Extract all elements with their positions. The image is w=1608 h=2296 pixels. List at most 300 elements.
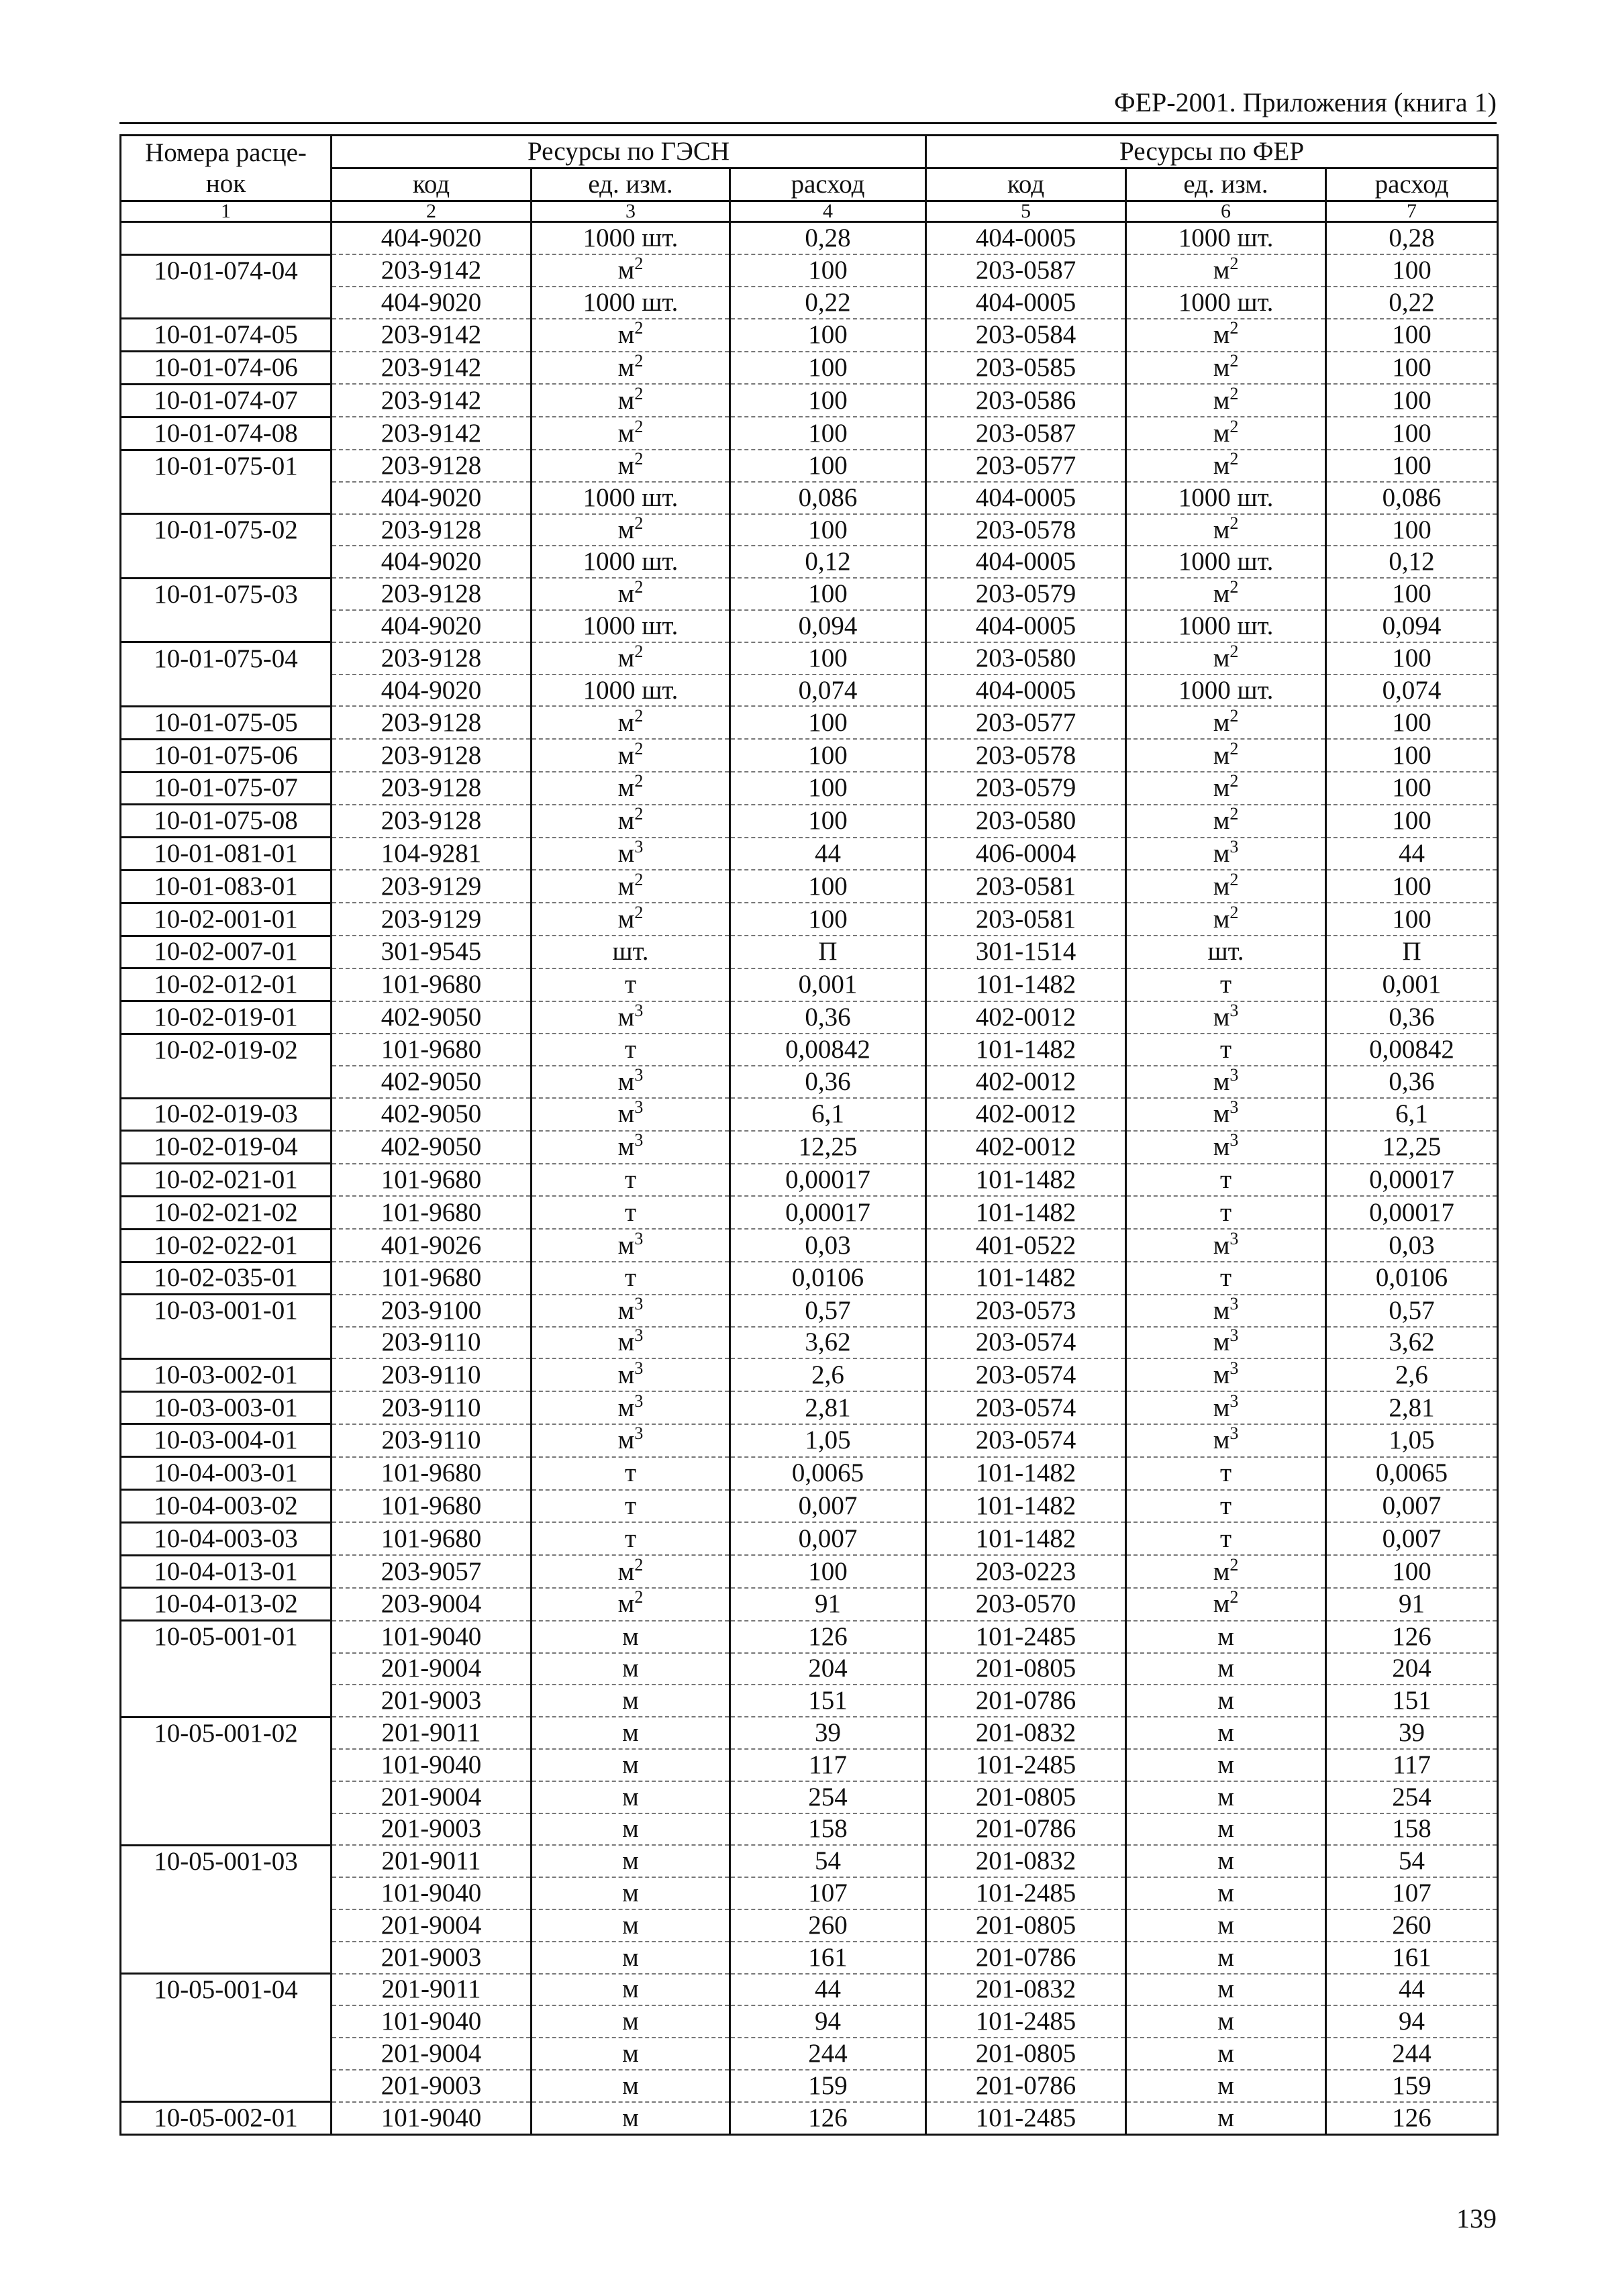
fer-rate-cell: 0,007 (1326, 1490, 1498, 1523)
gesn-unit-cell: т (532, 968, 730, 1001)
fer-rate-cell: 0,00017 (1326, 1164, 1498, 1197)
gesn-rate-cell: 0,12 (730, 546, 926, 578)
fer-rate-cell: П (1326, 936, 1498, 968)
fer-code-cell: 201-0832 (926, 1974, 1126, 2006)
fer-rate-cell: 100 (1326, 514, 1498, 546)
rate-code-cell: 10-02-019-04 (121, 1131, 332, 1164)
rate-code-cell: 10-04-013-01 (121, 1555, 332, 1588)
fer-unit-cell: м (1126, 1942, 1326, 1974)
unit-base: м (617, 1426, 635, 1455)
fer-rate-cell: 204 (1326, 1653, 1498, 1685)
rate-code-cell (121, 1066, 332, 1098)
fer-unit-cell: 1000 шт. (1126, 546, 1326, 578)
unit-exponent: 3 (1229, 1098, 1239, 1117)
rate-code-cell: 10-02-019-01 (121, 1001, 332, 1034)
unit-exponent: 3 (634, 1391, 644, 1411)
gesn-code-cell: 203-9110 (332, 1327, 532, 1359)
table-row (121, 1196, 1498, 1229)
table-row (121, 1131, 1498, 1164)
gesn-rate-cell: 100 (730, 706, 926, 739)
fer-unit-cell (1126, 838, 1326, 870)
table-row (121, 450, 1498, 482)
gesn-code-cell: 203-9100 (332, 1295, 532, 1327)
fer-unit-cell: т (1126, 1262, 1326, 1295)
table-row (121, 1457, 1498, 1490)
gesn-rate-cell: 159 (730, 2070, 926, 2102)
fer-code-cell: 201-0786 (926, 1942, 1126, 1974)
fer-unit-cell (1126, 1229, 1326, 1262)
unit-base: м (617, 1099, 635, 1129)
gesn-unit-cell: 1000 шт. (532, 610, 730, 642)
fer-code-cell: 203-0223 (926, 1555, 1126, 1588)
fer-unit-cell (1126, 1327, 1326, 1359)
table-row (121, 2038, 1498, 2070)
fer-unit-cell: м (1126, 1909, 1326, 1942)
fer-unit-cell: 1000 шт. (1126, 675, 1326, 707)
subheader-gesn-unit: ед. изм. (532, 168, 730, 201)
fer-rate-cell: 0,094 (1326, 610, 1498, 642)
rate-code-cell: 10-01-075-01 (121, 450, 332, 482)
unit-base: м (1213, 904, 1230, 934)
fer-unit-cell (1126, 1358, 1326, 1391)
unit-base: м (1213, 707, 1230, 737)
fer-rate-cell: 100 (1326, 384, 1498, 417)
unit-exponent: 2 (634, 254, 644, 274)
gesn-rate-cell: 100 (730, 384, 926, 417)
gesn-rate-cell: 2,6 (730, 1358, 926, 1391)
fer-rate-cell: 3,62 (1326, 1327, 1498, 1359)
gesn-unit-cell: м (532, 2005, 730, 2038)
fer-rate-cell: 91 (1326, 1588, 1498, 1621)
rate-code-cell: 10-01-075-08 (121, 805, 332, 838)
table-row (121, 1621, 1498, 1653)
rate-code-cell (121, 482, 332, 514)
unit-exponent: 3 (1229, 837, 1239, 857)
rate-code-cell (121, 1813, 332, 1846)
gesn-rate-cell: 117 (730, 1749, 926, 1781)
gesn-code-cell: 101-9040 (332, 2005, 532, 2038)
rate-code-cell: 10-05-002-01 (121, 2102, 332, 2135)
rate-code-cell: 10-05-001-04 (121, 1974, 332, 2006)
table-body (121, 222, 1498, 2135)
fer-code-cell: 101-2485 (926, 1749, 1126, 1781)
gesn-code-cell: 203-9129 (332, 903, 532, 936)
gesn-code-cell: 404-9020 (332, 287, 532, 319)
gesn-code-cell: 201-9011 (332, 1974, 532, 2006)
gesn-code-cell: 203-9142 (332, 319, 532, 352)
unit-exponent: 3 (1229, 1066, 1239, 1085)
col-header-code: Номера расце-нок (121, 136, 332, 201)
gesn-unit-cell (532, 1295, 730, 1327)
table-row (121, 546, 1498, 578)
gesn-rate-cell: 2,81 (730, 1391, 926, 1424)
unit-base: м (617, 385, 635, 415)
gesn-rate-cell: 12,25 (730, 1131, 926, 1164)
fer-rate-cell: 126 (1326, 2102, 1498, 2135)
fer-unit-cell (1126, 254, 1326, 287)
gesn-rate-cell: 0,007 (730, 1522, 926, 1555)
table-row (121, 352, 1498, 385)
fer-rate-cell: 0,12 (1326, 546, 1498, 578)
fer-rate-cell: 2,6 (1326, 1358, 1498, 1391)
gesn-code-cell: 101-9680 (332, 1457, 532, 1490)
gesn-rate-cell: 100 (730, 870, 926, 903)
unit-exponent: 2 (634, 578, 644, 597)
gesn-code-cell: 402-9050 (332, 1098, 532, 1131)
table-row (121, 1098, 1498, 1131)
table-row (121, 1555, 1498, 1588)
rate-code-cell: 10-01-081-01 (121, 838, 332, 870)
fer-unit-cell (1126, 706, 1326, 739)
fer-rate-cell: 100 (1326, 417, 1498, 450)
fer-rate-cell: 39 (1326, 1717, 1498, 1749)
rate-code-cell: 10-02-021-02 (121, 1196, 332, 1229)
gesn-code-cell: 101-9680 (332, 1522, 532, 1555)
gesn-rate-cell: 0,03 (730, 1229, 926, 1262)
gesn-unit-cell (532, 1358, 730, 1391)
fer-code-cell: 203-0577 (926, 706, 1126, 739)
fer-code-cell: 203-0585 (926, 352, 1126, 385)
fer-rate-cell: 1,05 (1326, 1424, 1498, 1457)
table-row (121, 1717, 1498, 1749)
table-row (121, 610, 1498, 642)
fer-rate-cell: 0,001 (1326, 968, 1498, 1001)
gesn-code-cell: 404-9020 (332, 546, 532, 578)
unit-base: м (1213, 1393, 1230, 1422)
gesn-rate-cell: 100 (730, 514, 926, 546)
fer-code-cell: 402-0012 (926, 1098, 1126, 1131)
fer-code-cell: 201-0786 (926, 1813, 1126, 1846)
fer-unit-cell: 1000 шт. (1126, 222, 1326, 255)
fer-rate-cell: 100 (1326, 805, 1498, 838)
unit-exponent: 2 (634, 804, 644, 824)
fer-code-cell: 201-0805 (926, 1909, 1126, 1942)
fer-rate-cell: 100 (1326, 578, 1498, 610)
unit-base: м (617, 1067, 635, 1097)
gesn-unit-cell (532, 870, 730, 903)
gesn-unit-cell (532, 578, 730, 610)
rate-code-cell (121, 675, 332, 707)
gesn-unit-cell (532, 1098, 730, 1131)
rate-code-cell: 10-02-021-01 (121, 1164, 332, 1197)
rate-code-cell: 10-05-001-02 (121, 1717, 332, 1749)
gesn-code-cell: 101-9680 (332, 1164, 532, 1197)
gesn-unit-cell (532, 514, 730, 546)
fer-code-cell: 101-2485 (926, 1877, 1126, 1909)
gesn-rate-cell: 126 (730, 2102, 926, 2135)
gesn-rate-cell: 100 (730, 352, 926, 385)
unit-base: м (1213, 1099, 1230, 1129)
fer-code-cell: 301-1514 (926, 936, 1126, 968)
fer-rate-cell: 0,22 (1326, 287, 1498, 319)
gesn-code-cell: 203-9129 (332, 870, 532, 903)
fer-unit-cell (1126, 514, 1326, 546)
unit-base: м (1213, 773, 1230, 803)
rate-code-cell: 10-01-075-03 (121, 578, 332, 610)
fer-code-cell: 401-0522 (926, 1229, 1126, 1262)
gesn-unit-cell (532, 450, 730, 482)
subheader-fer-code: код (926, 168, 1126, 201)
gesn-rate-cell: 100 (730, 1555, 926, 1588)
unit-base: м (1213, 839, 1230, 868)
table-row (121, 968, 1498, 1001)
gesn-rate-cell: 100 (730, 642, 926, 675)
fer-rate-cell: 158 (1326, 1813, 1498, 1846)
fer-rate-cell: 244 (1326, 2038, 1498, 2070)
gesn-rate-cell: 0,57 (730, 1295, 926, 1327)
gesn-unit-cell (532, 1555, 730, 1588)
fer-rate-cell: 100 (1326, 352, 1498, 385)
gesn-unit-cell (532, 1424, 730, 1457)
gesn-code-cell: 101-9680 (332, 1262, 532, 1295)
fer-rate-cell: 100 (1326, 706, 1498, 739)
fer-code-cell: 404-0005 (926, 610, 1126, 642)
fer-unit-cell (1126, 578, 1326, 610)
fer-code-cell: 203-0570 (926, 1588, 1126, 1621)
unit-exponent: 2 (634, 450, 644, 468)
subheader-fer-unit: ед. изм. (1126, 168, 1326, 201)
unit-exponent: 3 (1229, 1001, 1239, 1021)
gesn-code-cell: 203-9128 (332, 772, 532, 805)
rate-code-cell: 10-03-002-01 (121, 1358, 332, 1391)
gesn-code-cell: 101-9040 (332, 2102, 532, 2135)
gesn-code-cell: 203-9142 (332, 384, 532, 417)
rate-code-cell: 10-03-003-01 (121, 1391, 332, 1424)
gesn-rate-cell: 0,001 (730, 968, 926, 1001)
gesn-unit-cell (532, 1131, 730, 1164)
unit-base: м (617, 579, 635, 609)
rate-code-cell: 10-02-012-01 (121, 968, 332, 1001)
rate-code-cell: 10-03-001-01 (121, 1295, 332, 1327)
gesn-unit-cell: 1000 шт. (532, 546, 730, 578)
fer-unit-cell (1126, 1295, 1326, 1327)
table-row (121, 903, 1498, 936)
table-row (121, 1588, 1498, 1621)
fer-unit-cell: м (1126, 1685, 1326, 1717)
fer-unit-cell: 1000 шт. (1126, 287, 1326, 319)
gesn-code-cell: 203-9110 (332, 1391, 532, 1424)
unit-exponent: 2 (1229, 870, 1239, 889)
gesn-code-cell: 201-9004 (332, 1909, 532, 1942)
unit-base: м (617, 707, 635, 737)
gesn-code-cell: 203-9128 (332, 578, 532, 610)
gesn-code-cell: 401-9026 (332, 1229, 532, 1262)
unit-base: м (1213, 1426, 1230, 1455)
rate-code-cell (121, 287, 332, 319)
gesn-rate-cell: 100 (730, 739, 926, 772)
fer-unit-cell: т (1126, 968, 1326, 1001)
fer-rate-cell: 44 (1326, 1974, 1498, 2006)
gesn-code-cell: 301-9545 (332, 936, 532, 968)
table-row (121, 642, 1498, 675)
gesn-code-cell: 404-9020 (332, 675, 532, 707)
gesn-unit-cell: м (532, 1845, 730, 1877)
unit-exponent: 2 (634, 513, 644, 533)
rate-code-cell: 10-02-019-02 (121, 1034, 332, 1066)
table-row (121, 1909, 1498, 1942)
gesn-code-cell: 201-9003 (332, 2070, 532, 2102)
fer-unit-cell: м (1126, 1781, 1326, 1813)
fer-code-cell: 203-0579 (926, 772, 1126, 805)
fer-unit-cell: шт. (1126, 936, 1326, 968)
rate-code-cell: 10-02-001-01 (121, 903, 332, 936)
gesn-rate-cell: 44 (730, 838, 926, 870)
col-number: 1 (121, 201, 332, 222)
unit-exponent: 2 (1229, 318, 1239, 338)
rate-code-cell: 10-04-013-02 (121, 1588, 332, 1621)
gesn-unit-cell: т (532, 1457, 730, 1490)
gesn-rate-cell: 0,0065 (730, 1457, 926, 1490)
table-row (121, 1066, 1498, 1098)
table-row (121, 2102, 1498, 2135)
unit-base: м (617, 740, 635, 770)
fer-unit-cell: 1000 шт. (1126, 610, 1326, 642)
gesn-rate-cell: 54 (730, 1845, 926, 1877)
gesn-code-cell: 201-9004 (332, 2038, 532, 2070)
fer-unit-cell (1126, 384, 1326, 417)
gesn-code-cell: 201-9011 (332, 1717, 532, 1749)
unit-exponent: 2 (634, 903, 644, 922)
unit-exponent: 2 (634, 772, 644, 791)
group-header-gesn: Ресурсы по ГЭСН (332, 136, 926, 168)
unit-exponent: 3 (634, 1294, 644, 1313)
fer-rate-cell: 0,0106 (1326, 1262, 1498, 1295)
fer-unit-cell: м (1126, 1653, 1326, 1685)
gesn-rate-cell: П (730, 936, 926, 968)
gesn-unit-cell: 1000 шт. (532, 675, 730, 707)
gesn-code-cell: 203-9128 (332, 706, 532, 739)
gesn-rate-cell: 1,05 (730, 1424, 926, 1457)
table-row (121, 1522, 1498, 1555)
fer-rate-cell: 0,00017 (1326, 1196, 1498, 1229)
resources-table (119, 134, 1499, 2136)
unit-base: м (1213, 579, 1230, 609)
rate-code-cell: 10-02-022-01 (121, 1229, 332, 1262)
table-row (121, 1974, 1498, 2006)
gesn-unit-cell: м (532, 1909, 730, 1942)
gesn-rate-cell: 161 (730, 1942, 926, 1974)
gesn-rate-cell: 0,00017 (730, 1196, 926, 1229)
gesn-code-cell: 402-9050 (332, 1131, 532, 1164)
unit-base: м (1213, 740, 1230, 770)
rate-code-cell: 10-02-035-01 (121, 1262, 332, 1295)
rate-code-cell (121, 2005, 332, 2038)
fer-unit-cell (1126, 417, 1326, 450)
unit-exponent: 3 (634, 1229, 644, 1248)
col-number: 6 (1126, 201, 1326, 222)
fer-unit-cell: м (1126, 2005, 1326, 2038)
fer-unit-cell (1126, 1424, 1326, 1457)
fer-code-cell: 101-1482 (926, 1034, 1126, 1066)
unit-exponent: 3 (634, 1358, 644, 1378)
unit-exponent: 2 (634, 417, 644, 436)
gesn-code-cell: 203-9110 (332, 1358, 532, 1391)
gesn-code-cell: 101-9040 (332, 1749, 532, 1781)
table-row (121, 2070, 1498, 2102)
table-row (121, 1295, 1498, 1327)
fer-rate-cell: 6,1 (1326, 1098, 1498, 1131)
gesn-unit-cell (532, 1229, 730, 1262)
fer-rate-cell: 0,007 (1326, 1522, 1498, 1555)
rate-code-cell (121, 222, 332, 255)
rate-code-cell: 10-01-074-05 (121, 319, 332, 352)
gesn-unit-cell (532, 642, 730, 675)
gesn-rate-cell: 100 (730, 254, 926, 287)
fer-unit-cell: т (1126, 1164, 1326, 1197)
fer-code-cell: 101-1482 (926, 1457, 1126, 1490)
unit-exponent: 2 (1229, 772, 1239, 791)
fer-rate-cell: 100 (1326, 642, 1498, 675)
unit-base: м (617, 1328, 635, 1357)
table-row (121, 1327, 1498, 1359)
unit-base: м (617, 1556, 635, 1586)
rate-code-cell (121, 1653, 332, 1685)
fer-unit-cell (1126, 805, 1326, 838)
gesn-unit-cell (532, 805, 730, 838)
unit-exponent: 2 (634, 870, 644, 889)
table-row (121, 936, 1498, 968)
unit-exponent: 2 (1229, 642, 1239, 661)
fer-code-cell: 203-0574 (926, 1358, 1126, 1391)
unit-exponent: 2 (1229, 903, 1239, 922)
fer-code-cell: 101-1482 (926, 1490, 1126, 1523)
fer-rate-cell: 100 (1326, 254, 1498, 287)
unit-base: м (617, 1360, 635, 1389)
rate-code-cell: 10-05-001-03 (121, 1845, 332, 1877)
col-number: 4 (730, 201, 926, 222)
unit-exponent: 2 (1229, 254, 1239, 274)
rate-code-cell: 10-01-075-07 (121, 772, 332, 805)
fer-code-cell: 101-2485 (926, 2005, 1126, 2038)
fer-unit-cell (1126, 1588, 1326, 1621)
fer-code-cell: 101-1482 (926, 968, 1126, 1001)
table-row (121, 870, 1498, 903)
gesn-rate-cell: 94 (730, 2005, 926, 2038)
gesn-rate-cell: 91 (730, 1588, 926, 1621)
fer-code-cell: 101-1482 (926, 1262, 1126, 1295)
fer-rate-cell: 100 (1326, 739, 1498, 772)
unit-base: м (1213, 450, 1230, 480)
unit-base: м (617, 839, 635, 868)
rate-code-cell: 10-01-074-07 (121, 384, 332, 417)
fer-code-cell: 203-0586 (926, 384, 1126, 417)
gesn-rate-cell: 0,086 (730, 482, 926, 514)
gesn-code-cell: 203-9004 (332, 1588, 532, 1621)
gesn-code-cell: 203-9128 (332, 450, 532, 482)
unit-base: м (1213, 385, 1230, 415)
fer-unit-cell: т (1126, 1522, 1326, 1555)
unit-base: м (617, 1589, 635, 1619)
gesn-code-cell: 101-9680 (332, 968, 532, 1001)
gesn-rate-cell: 254 (730, 1781, 926, 1813)
table-row (121, 1229, 1498, 1262)
rate-code-cell (121, 1877, 332, 1909)
fer-rate-cell: 2,81 (1326, 1391, 1498, 1424)
unit-exponent: 3 (1229, 1130, 1239, 1150)
rate-code-cell (121, 1781, 332, 1813)
gesn-unit-cell: м (532, 1877, 730, 1909)
col-number: 3 (532, 201, 730, 222)
fer-rate-cell: 54 (1326, 1845, 1498, 1877)
fer-unit-cell: м (1126, 1974, 1326, 2006)
gesn-rate-cell: 100 (730, 903, 926, 936)
fer-code-cell: 101-1482 (926, 1164, 1126, 1197)
table-row (121, 1358, 1498, 1391)
unit-base: м (1213, 643, 1230, 672)
table-row (121, 1164, 1498, 1197)
fer-rate-cell: 44 (1326, 838, 1498, 870)
unit-exponent: 3 (634, 1098, 644, 1117)
